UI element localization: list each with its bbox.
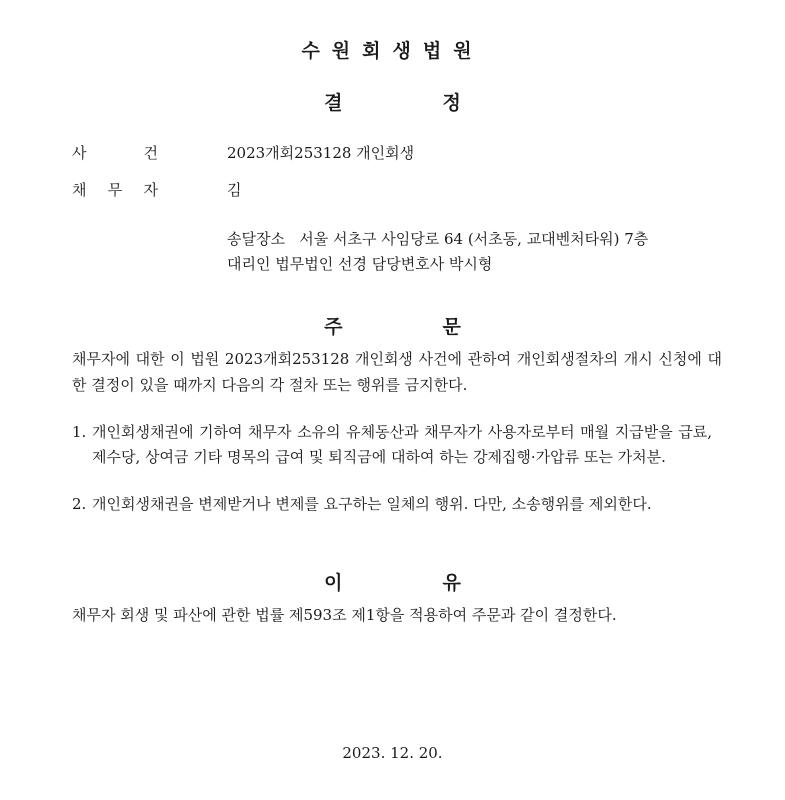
reason-title <box>0 568 785 595</box>
decision-title-char-1: 결 <box>324 92 343 114</box>
debtor-label <box>72 179 158 200</box>
order-item-1-number: 1. <box>72 423 87 441</box>
order-item-2-text: 개인회생채권을 변제받거나 변제를 요구하는 일체의 행위. 다만, 소송행위를 제외한다. <box>92 495 652 513</box>
case-label <box>72 142 158 163</box>
decision-title <box>0 88 785 115</box>
case-value: 2023개회253128 개인회생 <box>227 144 415 162</box>
order-text: 채무자에 대한 이 법원 2023개회253128 개인회생 사건에 관하여 개인회생절차의 개시 신청에 대한 결정이 있을 때까지 다음의 각 절차 또는 행위를 금지한다. <box>72 350 722 394</box>
order-title-char-1: 주 <box>324 316 343 338</box>
order-title-char-2: 문 <box>442 316 461 338</box>
debtor-name: 김 <box>227 181 242 199</box>
decision-date: 2023. 12. 20. <box>342 744 443 762</box>
service-address: 송달장소 서울 서초구 사임당로 64 (서초동, 교대벤처타워) 7층 <box>227 230 649 248</box>
order-item-2 <box>72 492 712 517</box>
case-label-char-2: 건 <box>143 144 158 162</box>
order-item-1 <box>72 420 712 470</box>
debtor-label-char-2: 무 <box>107 181 123 199</box>
order-title <box>0 312 785 339</box>
case-label-char-1: 사 <box>72 144 87 162</box>
reason-title-char-2: 유 <box>442 572 461 594</box>
debtor-label-char-1: 채 <box>72 181 87 199</box>
court-name: 수원회생법원 <box>301 40 484 62</box>
decision-title-char-2: 정 <box>442 92 461 114</box>
debtor-label-char-3: 자 <box>143 181 158 199</box>
reason-text: 채무자 회생 및 파산에 관한 법률 제593조 제1항을 적용하여 주문과 같이 결정한다. <box>72 606 617 624</box>
reason-title-char-1: 이 <box>324 572 343 594</box>
order-item-1-text: 개인회생채권에 기하여 채무자 소유의 유체동산과 채무자가 사용자로부터 매월 지급받을 급료, 제수당, 상여금 기타 명목의 급여 및 퇴직금에 대하여 하는 강제집행·가압류 또는 가처분. <box>92 423 712 466</box>
order-item-2-number: 2. <box>72 495 87 513</box>
legal-agent: 대리인 법무법인 선경 담당변호사 박시형 <box>227 255 493 273</box>
